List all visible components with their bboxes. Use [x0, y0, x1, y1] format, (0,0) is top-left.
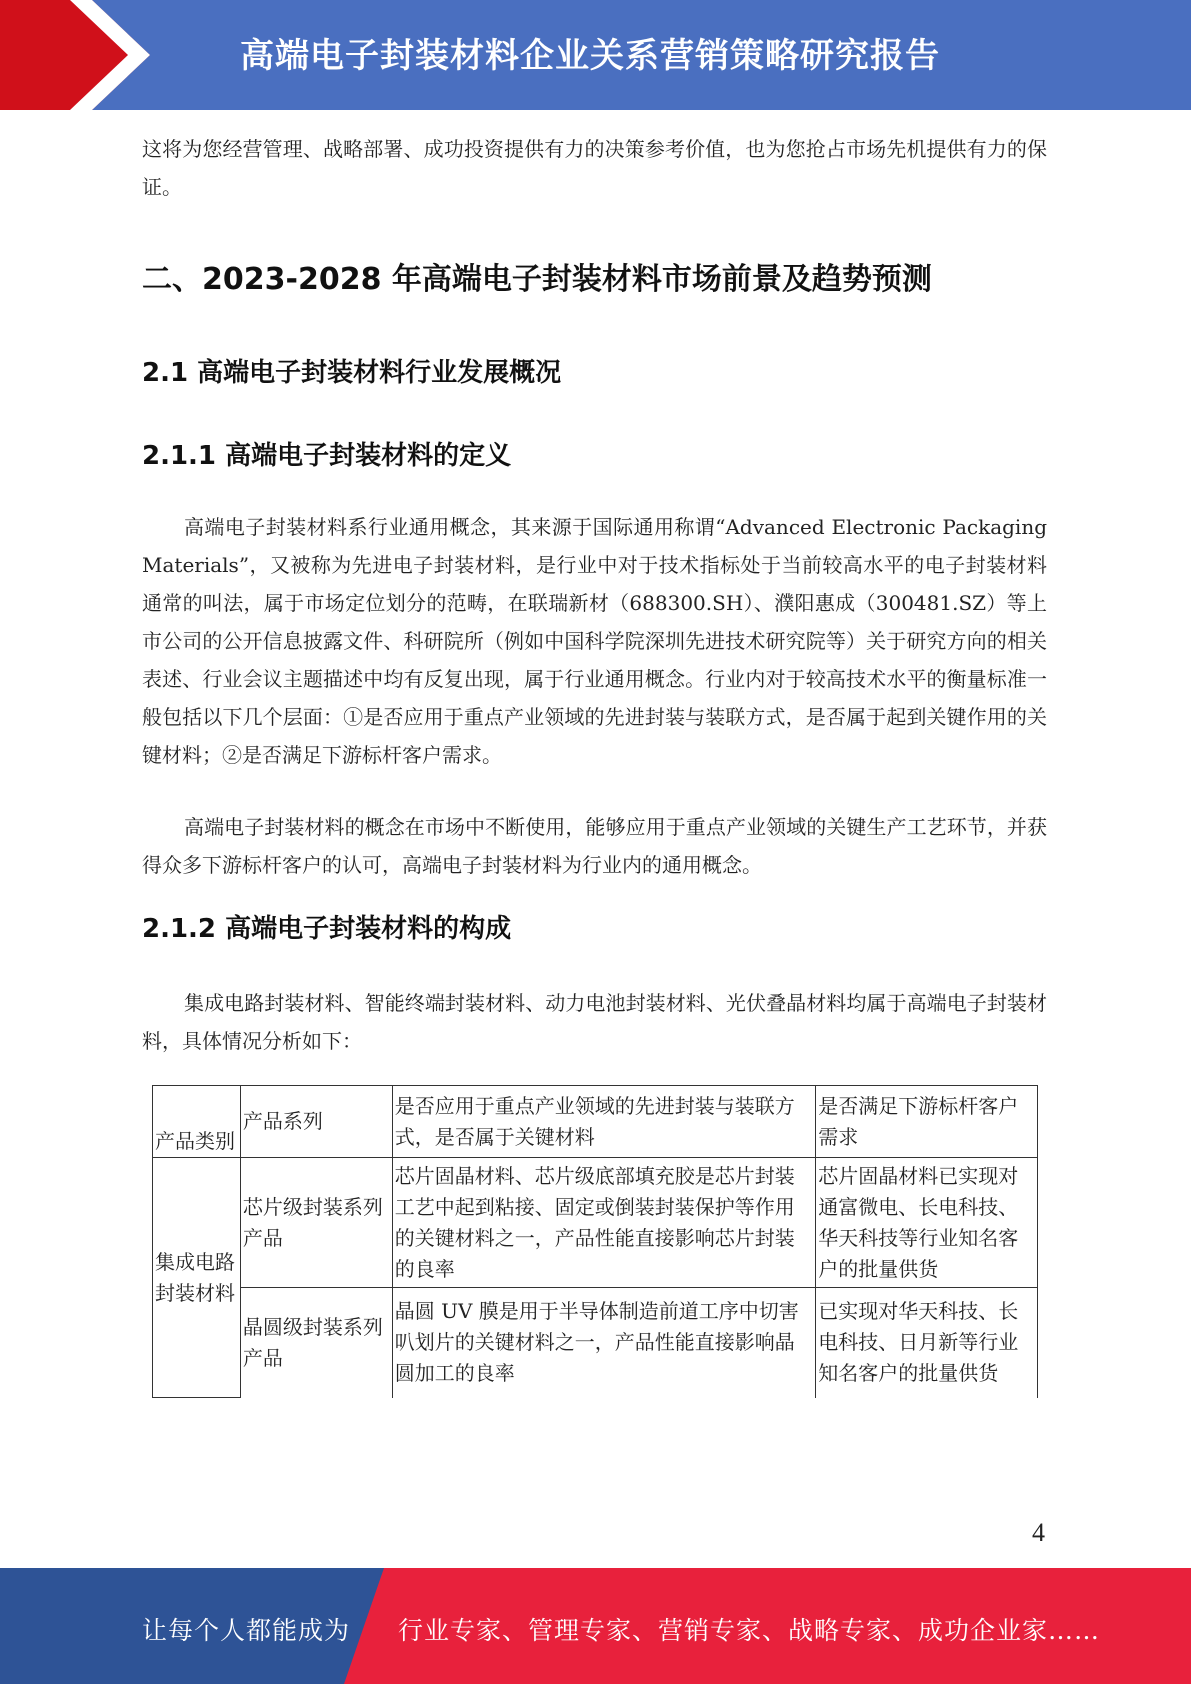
- intro-paragraph: 这将为您经营管理、战略部署、成功投资提供有力的决策参考价值，也为您抢占市场先机提供有力的保证。: [142, 137, 1047, 199]
- table-row: [153, 1288, 1038, 1398]
- subsection-2-1-title: 2.1 高端电子封装材料行业发展概况: [142, 358, 562, 388]
- report-title: 高端电子封装材料企业关系营销策略研究报告: [240, 36, 940, 76]
- table-category-cell: 集成电路封装材料: [153, 1158, 241, 1398]
- page-header: [0, 0, 1191, 110]
- definition-paragraph-2: 高端电子封装材料的概念在市场中不断使用，能够应用于重点产业领域的关键生产工艺环节，并获得众多下游标杆客户的认可，高端电子封装材料为行业内的通用概念。: [142, 815, 1047, 877]
- table-header-cell: 产品类别: [153, 1086, 241, 1158]
- definition-paragraph-1: 高端电子封装材料系行业通用概念，其来源于国际通用称谓“Advanced Electronic Packaging Materials”，又被称为先进电子封装材料，是行业中对于技术指标处于当前较高水平的电子封装材料通常的叫法，属于市场定位划分的范畴，在联瑞新材（688300.SH）、濮阳惠成（300481.SZ）等上市公司的公开信息披露文件、科研院所（例如中国科学院深圳先进技术研究院等）关于研究方向的相关表述、行业会议主题描述中均有反复出现，属于行业通用概念。行业内对于较高技术水平的衡量标准一般包括以下几个层面：①是否应用于重点产业领域的先进封装与装联方式，是否属于起到关键作用的关键材料；②是否满足下游标杆客户需求。: [142, 515, 1047, 767]
- table-series-cell: 晶圆级封装系列产品: [240, 1288, 392, 1398]
- product-table: [152, 1085, 1038, 1398]
- table-header-cell: 是否应用于重点产业领域的先进封装与装联方式，是否属于关键材料: [392, 1086, 815, 1158]
- footer-slogan-left: 让每个人都能成为: [142, 1616, 351, 1645]
- table-header-cell: 产品系列: [240, 1086, 392, 1158]
- subsection-2-1-1-title: 2.1.1 高端电子封装材料的定义: [142, 441, 512, 471]
- footer-slogan-right: 行业专家、管理专家、营销专家、战略专家、成功企业家……: [398, 1616, 1101, 1645]
- table-row: [153, 1158, 1038, 1288]
- table-customer-cell: 已实现对华天科技、长电科技、日月新等行业知名客户的批量供货: [816, 1288, 1038, 1398]
- table-key-material-cell: 芯片固晶材料、芯片级底部填充胶是芯片封装工艺中起到粘接、固定或倒装封装保护等作用的关键材料之一，产品性能直接影响芯片封装的良率: [392, 1158, 815, 1288]
- page-footer: [0, 1568, 1191, 1684]
- table-header-row: [153, 1086, 1038, 1158]
- subsection-2-1-2-title: 2.1.2 高端电子封装材料的构成: [142, 914, 512, 944]
- table-customer-cell: 芯片固晶材料已实现对通富微电、长电科技、华天科技等行业知名客户的批量供货: [816, 1158, 1038, 1288]
- section-title: 二、2023-2028 年高端电子封装材料市场前景及趋势预测: [142, 262, 932, 297]
- table-header-cell: 是否满足下游标杆客户需求: [816, 1086, 1038, 1158]
- table-key-material-cell: 晶圆 UV 膜是用于半导体制造前道工序中切害叭划片的关键材料之一，产品性能直接影响晶圆加工的良率: [392, 1288, 815, 1398]
- page-number: 4: [1032, 1518, 1045, 1547]
- composition-paragraph: 集成电路封装材料、智能终端封装材料、动力电池封装材料、光伏叠晶材料均属于高端电子封装材料，具体情况分析如下：: [142, 991, 1047, 1053]
- table-series-cell: 芯片级封装系列产品: [240, 1158, 392, 1288]
